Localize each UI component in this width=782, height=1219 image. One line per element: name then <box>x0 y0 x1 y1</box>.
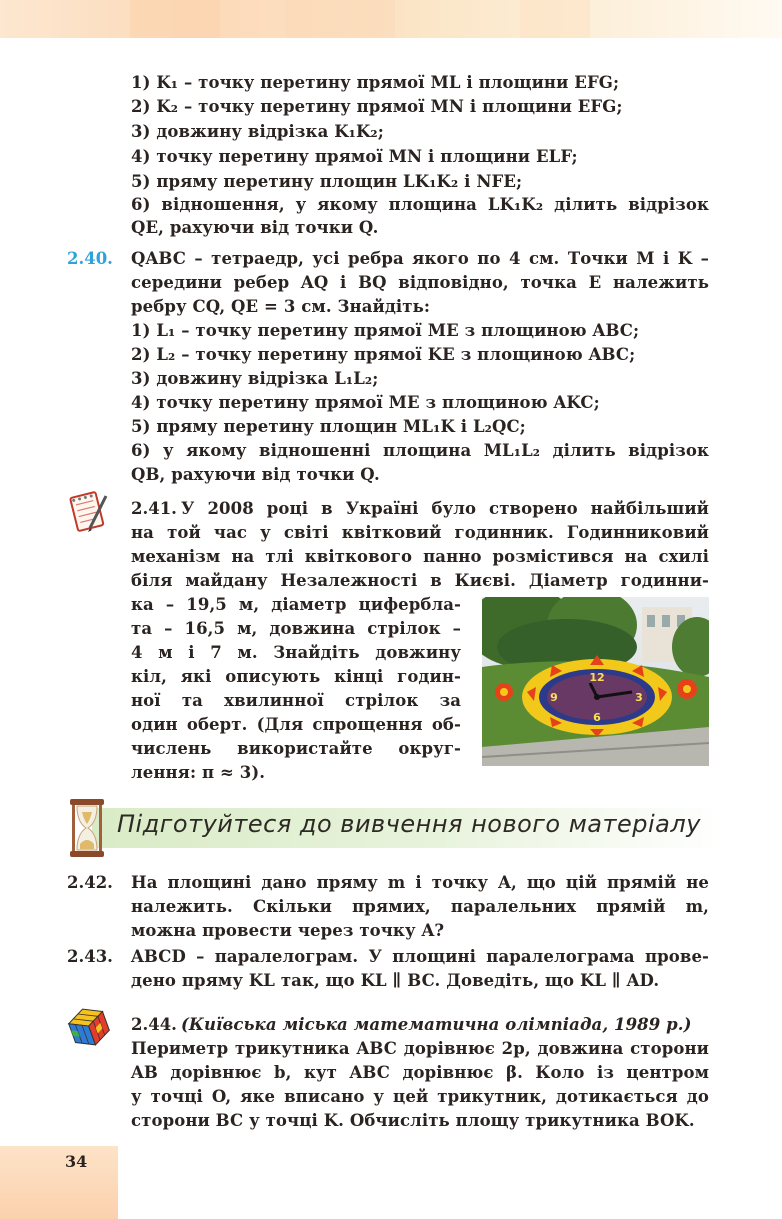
flower-clock-photo <box>482 597 709 766</box>
text-line: та – 16,5 м, довжина стрілок – <box>131 619 461 638</box>
hourglass-icon <box>68 798 106 858</box>
problem-number: 2.42. <box>67 873 113 892</box>
section-title: Підготуйтеся до вивчення нового матеріалу <box>117 810 701 838</box>
clock-numeral: 3 <box>635 691 643 704</box>
notebook-pencil-icon <box>66 490 112 534</box>
text-line: можна провести через точку A? <box>131 921 445 940</box>
text-line: 1) L₁ – точку перетину прямої ME з площиною ABC; <box>131 321 640 340</box>
text-line: 4) точку перетину прямої ME з площиною AKC; <box>131 393 600 412</box>
text-line: AB дорівнює b, кут ABC дорівнює β. Коло із центром <box>131 1063 709 1082</box>
clock-numeral: 12 <box>589 671 605 684</box>
text-line: 1) K₁ – точку перетину прямої ML і площини EFG; <box>131 73 620 92</box>
text-line: на той час у світі квітковий годинник. Годинниковий <box>131 523 709 542</box>
top-decorative-band <box>0 0 782 38</box>
clock-numeral: 9 <box>550 691 558 704</box>
text-line: середини ребер AQ і BQ відповідно, точка E належить <box>131 273 709 292</box>
text-line: 2) L₂ – точку перетину прямої KE з площиною ABC; <box>131 345 636 364</box>
text-line: 3) довжину відрізка L₁L₂; <box>131 369 379 388</box>
band-block <box>285 0 395 38</box>
footer-decorative-band <box>0 1146 118 1219</box>
text-line: числень використайте округ- <box>131 739 461 758</box>
text-line: 6) у якому відношенні площина ML₁L₂ ділить відрізок <box>131 441 709 460</box>
text-line: 2) K₂ – точку перетину прямої MN і площини EFG; <box>131 97 623 116</box>
text-line: (Київська міська математична олімпіада, 1989 р.) <box>181 1015 692 1034</box>
text-line: сторони BC у точці K. Обчисліть площу трикутника BOK. <box>131 1111 695 1130</box>
text-line: На площині дано пряму m і точку A, що цій прямій не <box>131 873 709 892</box>
text-line: 4) точку перетину прямої MN і площини ELF; <box>131 147 578 166</box>
clock-numeral: 6 <box>593 711 601 724</box>
text-line: у точці O, яке вписано у цей трикутник, дотикається до <box>131 1087 709 1106</box>
text-line: 6) відношення, у якому площина LK₁K₂ ділить відрізок <box>131 195 709 214</box>
text-line: один оберт. (Для спрощення об- <box>131 715 461 734</box>
text-line: Периметр трикутника ABC дорівнює 2p, довжина сторони <box>131 1039 709 1058</box>
problem-number: 2.41. <box>131 499 177 518</box>
text-line: 3) довжину відрізка K₁K₂; <box>131 122 384 141</box>
text-line: 5) пряму перетину площин LK₁K₂ і NFE; <box>131 172 523 191</box>
text-line: належить. Скільки прямих, паралельних прямій m, <box>131 897 709 916</box>
problem-number: 2.44. <box>131 1015 177 1034</box>
text-line: механізм на тлі квіткового панно розмістився на схилі <box>131 547 709 566</box>
text-line: 5) пряму перетину площин ML₁K і L₂QC; <box>131 417 526 436</box>
text-line: біля майдану Незалежності в Києві. Діаметр годинни- <box>131 571 709 590</box>
problem-number: 2.43. <box>67 947 113 966</box>
text-line: кіл, які описують кінці годин- <box>131 667 461 686</box>
text-line: ної та хвилинної стрілок за <box>131 691 461 710</box>
section-banner <box>62 798 722 858</box>
problem-number: 2.40. <box>67 249 113 268</box>
text-line: ребру CQ, QE = 3 см. Знайдіть: <box>131 297 431 316</box>
text-line: лення: π ≈ 3). <box>131 763 266 782</box>
band-block <box>520 0 590 38</box>
text-line: QABC – тетраедр, усі ребра якого по 4 см. Точки M і K – <box>131 249 709 268</box>
text-line: QE, рахуючи від точки Q. <box>131 218 379 237</box>
text-line: дено пряму KL так, що KL ∥ BC. Доведіть, що KL ∥ AD. <box>131 971 660 990</box>
band-block <box>130 0 220 38</box>
text-line: QB, рахуючи від точки Q. <box>131 465 380 484</box>
text-line: 4 м і 7 м. Знайдіть довжину <box>131 643 461 662</box>
text-line: У 2008 році в Україні було створено найбільший <box>181 499 709 518</box>
page-number: 34 <box>65 1152 88 1171</box>
text-line: ABCD – паралелограм. У площині паралелограма прове- <box>131 947 709 966</box>
text-line: ка – 19,5 м, діаметр цифербла- <box>131 595 461 614</box>
rubiks-cube-icon <box>66 1004 112 1050</box>
